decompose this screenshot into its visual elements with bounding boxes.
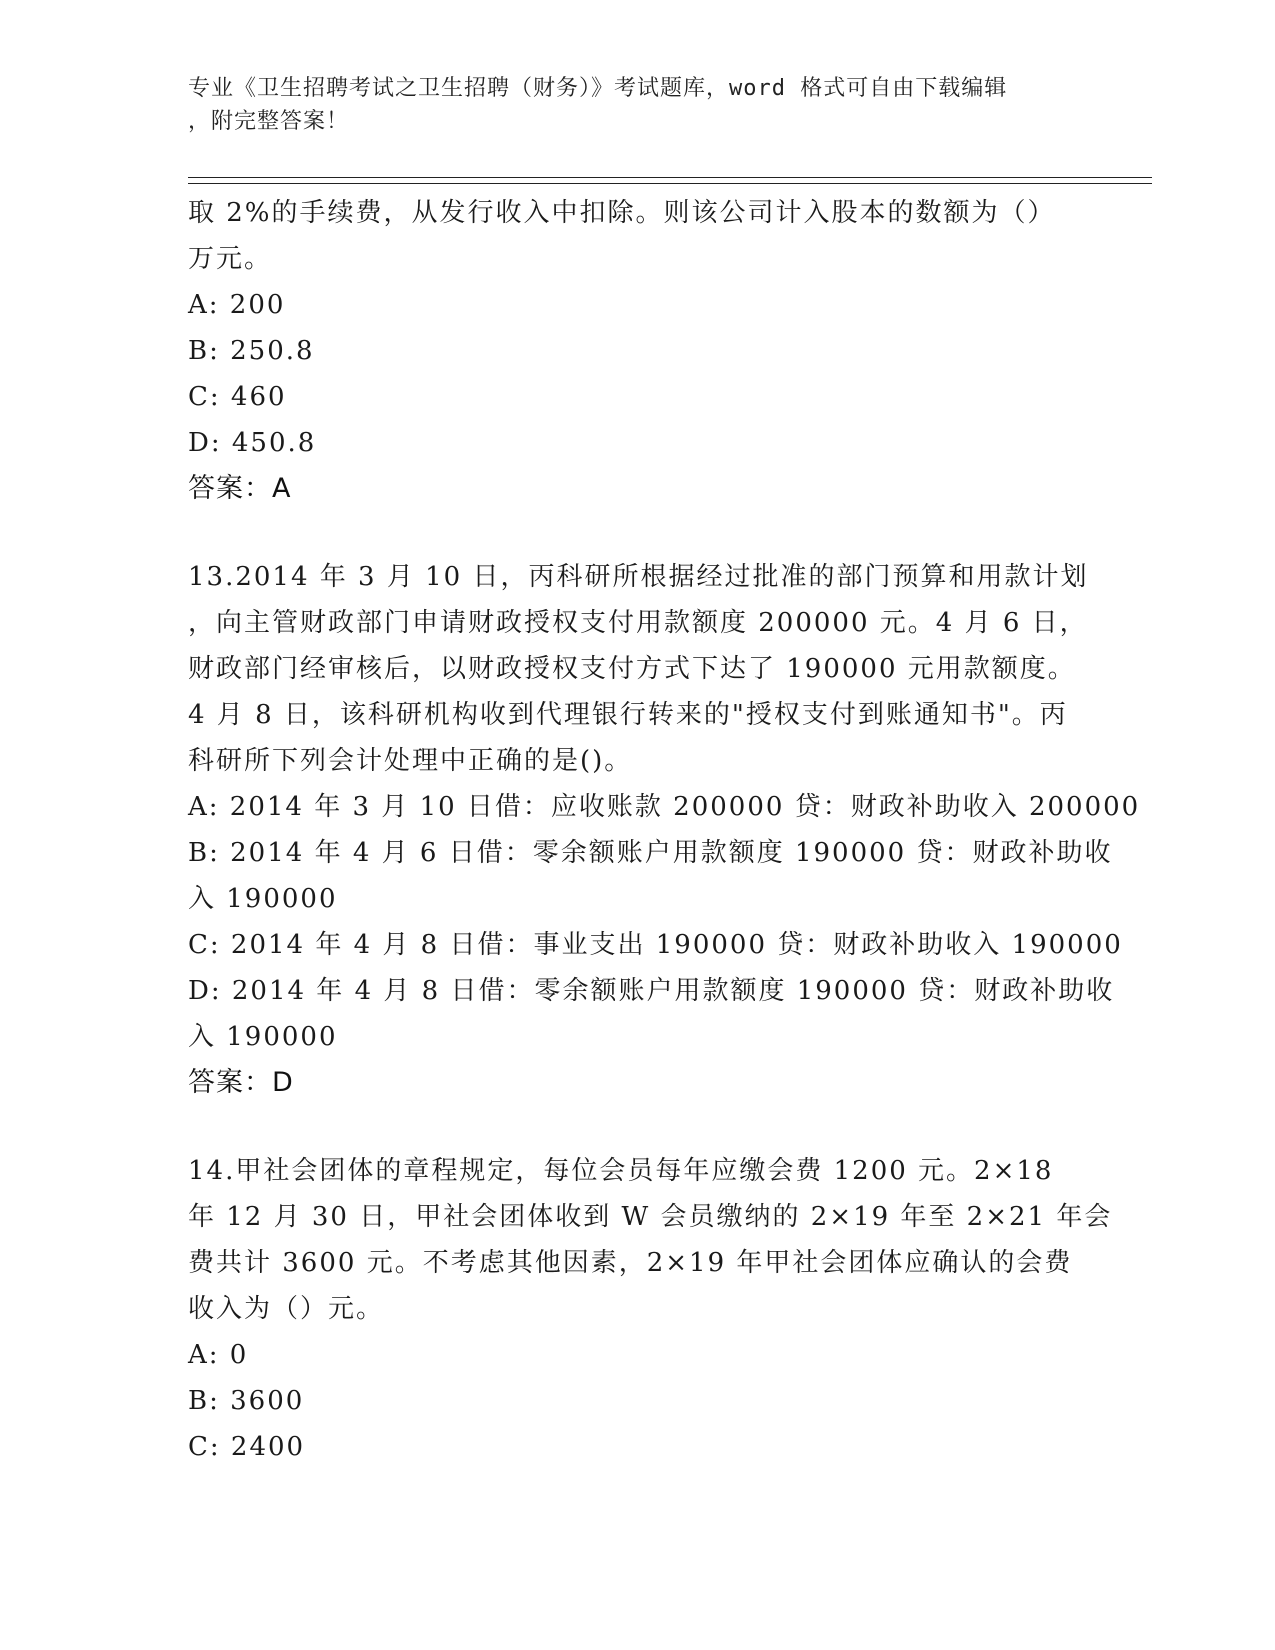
question-stem-line: 取 2%的手续费，从发行收入中扣除。则该公司计入股本的数额为（） [188, 198, 1056, 228]
question-gap [188, 1106, 1088, 1148]
option-a: A: 200 [188, 290, 286, 320]
answer-line: 答案：A [188, 473, 292, 504]
option-c: C: 460 [188, 382, 287, 412]
question-stem-line: 4 月 8 日，该科研机构收到代理银行转来的"授权支付到账通知书"。丙 [188, 700, 1068, 730]
document-header [188, 72, 1068, 138]
option-b: B: 250.8 [188, 336, 315, 366]
question-stem-line: ，向主管财政部门申请财政授权支付用款额度 200000 元。4 月 6 日， [188, 608, 1088, 638]
option-a: A: 0 [188, 1340, 249, 1370]
answer-line: 答案：D [188, 1067, 294, 1098]
option-d-continued: 入 190000 [188, 1022, 338, 1052]
question-stem-line: 收入为（）元。 [188, 1294, 385, 1324]
option-a: A: 2014 年 3 月 10 日借：应收账款 200000 贷：财政补助收入 200000 [188, 792, 1141, 822]
option-b: B: 3600 [188, 1386, 305, 1416]
question-stem-line: 费共计 3600 元。不考虑其他因素，2×19 年甲社会团体应确认的会费 [188, 1248, 1073, 1278]
option-d: D: 450.8 [188, 428, 317, 458]
question-13 [188, 554, 1141, 1106]
question-12 [188, 190, 1088, 512]
question-stem-line: 年 12 月 30 日，甲社会团体收到 W 会员缴纳的 2×19 年至 2×21 年会 [188, 1202, 1113, 1232]
option-d: D: 2014 年 4 月 8 日借：零余额账户用款额度 190000 贷：财政补助收 [188, 976, 1115, 1006]
option-c: C: 2014 年 4 月 8 日借：事业支出 190000 贷：财政补助收入 190000 [188, 930, 1123, 960]
option-b: B: 2014 年 4 月 6 日借：零余额账户用款额度 190000 贷：财政补助收 [188, 838, 1113, 868]
question-stem-line: 14.甲社会团体的章程规定，每位会员每年应缴会费 1200 元。2×18 [188, 1156, 1054, 1186]
page-content [188, 190, 1141, 1470]
question-stem-line: 13.2014 年 3 月 10 日，丙科研所根据经过批准的部门预算和用款计划 [188, 562, 1089, 592]
header-rule-bottom [188, 183, 1152, 184]
header-line-2: ，附完整答案！ [188, 109, 350, 134]
option-b-continued: 入 190000 [188, 884, 338, 914]
question-14 [188, 1148, 1113, 1470]
question-gap [188, 512, 1088, 554]
header-line-1: 专业《卫生招聘考试之卫生招聘（财务）》考试题库，word 格式可自由下载编辑 [188, 76, 1008, 101]
header-rule-top [188, 177, 1152, 178]
question-stem-line: 科研所下列会计处理中正确的是()。 [188, 746, 633, 776]
question-stem-line: 万元。 [188, 244, 273, 274]
option-c: C: 2400 [188, 1432, 306, 1462]
question-stem-line: 财政部门经审核后，以财政授权支付方式下达了 190000 元用款额度。 [188, 654, 1076, 684]
